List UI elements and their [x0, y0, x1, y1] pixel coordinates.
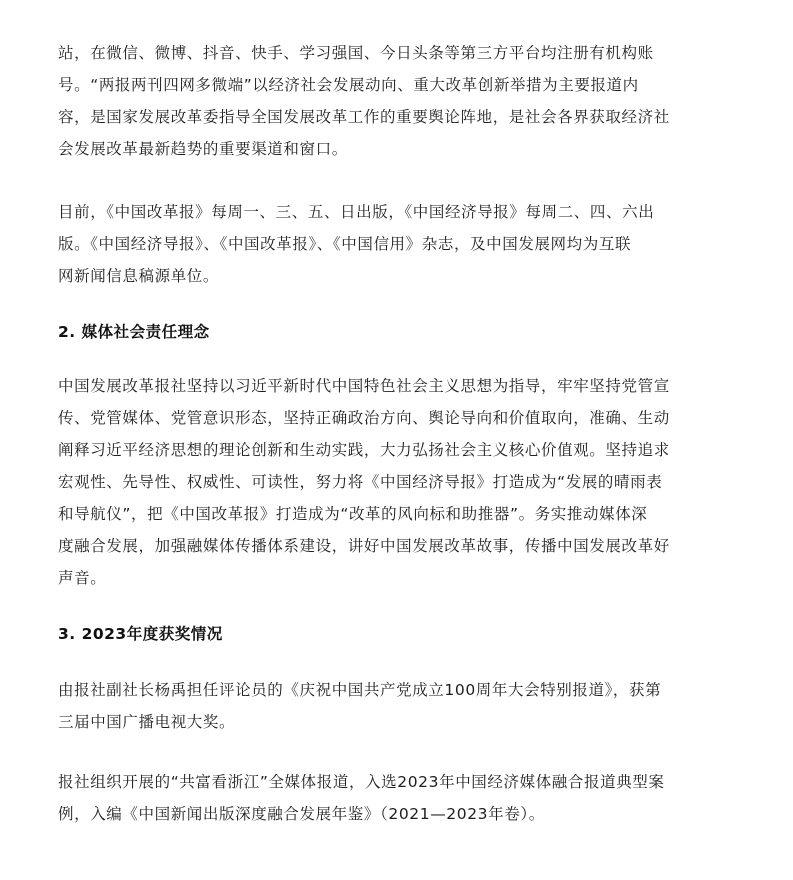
- text-line: 由报社副社长杨禹担任评论员的《庆祝中国共产党成立100周年大会特别报道》，获第: [58, 681, 662, 699]
- text-line: 报社组织开展的“共富看浙江”全媒体报道，入选2023年中国经济媒体融合报道典型案: [58, 773, 665, 791]
- text-line: 例，入编《中国新闻出版深度融合发展年鉴》（2021—2023年卷）。: [58, 805, 545, 823]
- award-paragraph: [58, 674, 738, 738]
- text-line: 三届中国广播电视大奖。: [58, 713, 236, 731]
- text-line: 网新闻信息稿源单位。: [58, 267, 220, 285]
- section-heading: 3. 2023年度获奖情况: [58, 625, 223, 643]
- responsibility-paragraph: [58, 370, 738, 594]
- text-line: 传、党管媒体、党管意识形态，坚持正确政治方向、舆论导向和价值取向，准确、生动: [58, 409, 670, 427]
- text-line: 宏观性、先导性、权威性、可读性，努力将《中国经济导报》打造成为“发展的晴雨表: [58, 473, 663, 491]
- text-line: 度融合发展，加强融媒体传播体系建设，讲好中国发展改革故事，传播中国发展改革好: [58, 537, 670, 555]
- publishing-paragraph: [58, 196, 738, 292]
- section-heading: 2. 媒体社会责任理念: [58, 323, 210, 341]
- text-line: 目前，《中国改革报》每周一、三、五、日出版，《中国经济导报》每周二、四、六出: [58, 203, 655, 221]
- text-line: 阐释习近平经济思想的理论创新和生动实践，大力弘扬社会主义核心价值观。坚持追求: [58, 441, 670, 459]
- award-paragraph: [58, 766, 738, 830]
- intro-paragraph: [58, 37, 738, 165]
- text-line: 版。《中国经济导报》、《中国改革报》、《中国信用》杂志，及中国发展网均为互联: [58, 235, 632, 253]
- text-line: 容，是国家发展改革委指导全国发展改革工作的重要舆论阵地，是社会各界获取经济社: [58, 108, 670, 126]
- text-line: 站，在微信、微博、抖音、快手、学习强国、今日头条等第三方平台均注册有机构账: [58, 44, 654, 62]
- text-line: 会发展改革最新趋势的重要渠道和窗口。: [58, 140, 348, 158]
- text-line: 和导航仪”，把《中国改革报》打造成为“改革的风向标和助推器”。务实推动媒体深: [58, 505, 648, 523]
- text-line: 中国发展改革报社坚持以习近平新时代中国特色社会主义思想为指导，牢牢坚持党管宣: [58, 377, 670, 395]
- text-line: 声音。: [58, 569, 107, 587]
- text-line: 号。“两报两刊四网多微端”以经济社会发展动向、重大改革创新举措为主要报道内: [58, 76, 639, 94]
